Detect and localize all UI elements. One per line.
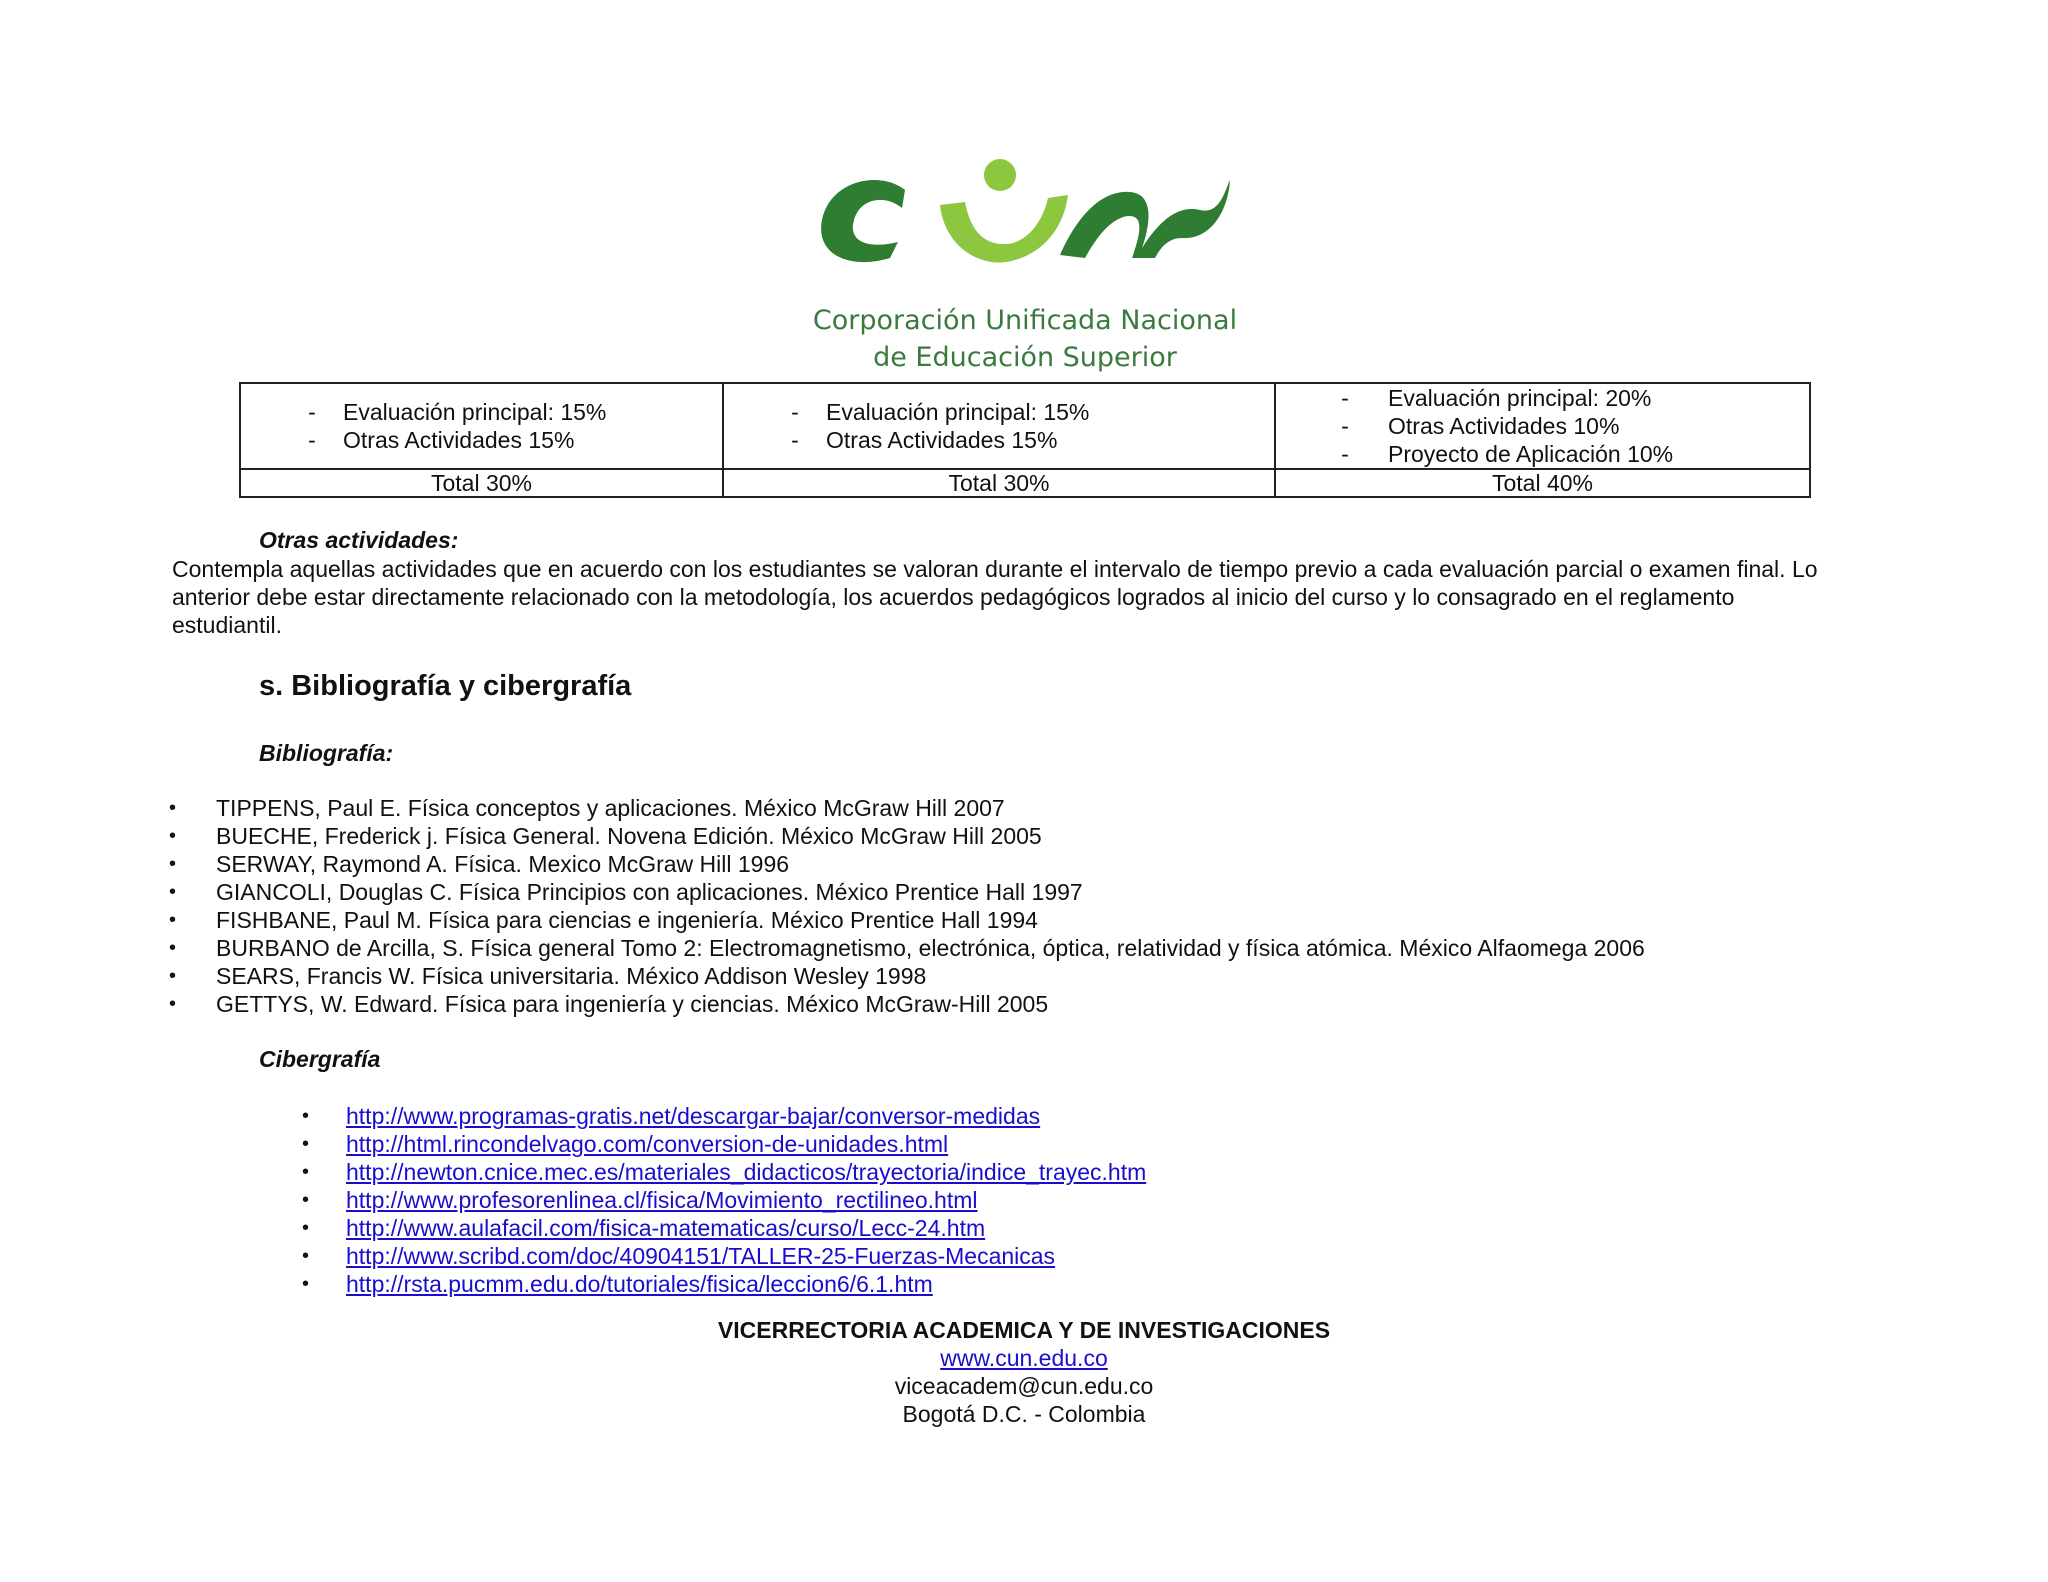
bibliography-entry: SERWAY, Raymond A. Física. Mexico McGraw Hill 1996: [216, 851, 790, 877]
item-text: Evaluación principal: 20%: [1388, 385, 1652, 411]
item-text: Otras Actividades 10%: [1388, 413, 1620, 439]
bullet-marker: •: [169, 881, 177, 903]
bibliography-list: [166, 794, 1645, 1018]
otras-actividades-paragraph: Contempla aquellas actividades que en acuerdo con los estudiantes se valoran durante el intervalo de tiempo previo a cada evaluación parcial o examen final. Lo anterior debe estar directamente relacionado con la metodología, los acuerdos pedagógicos logrados al inicio del curso y lo consagrado en el reglamento estudiantil.: [172, 556, 1818, 638]
cibergraphy-link[interactable]: http://www.profesorenlinea.cl/fisica/Movimiento_rectilineo.html: [346, 1187, 978, 1213]
bullet-marker: •: [169, 797, 177, 819]
total-cell: Total 40%: [1275, 469, 1810, 497]
bibliography-entry: BUECHE, Frederick j. Física General. Novena Edición. México McGraw Hill 2005: [216, 823, 1042, 849]
section-title: s. Bibliografía y cibergrafía: [259, 670, 632, 702]
list-item: [1276, 440, 1809, 468]
footer-title: VICERRECTORIA ACADEMICA Y DE INVESTIGACIONES: [717, 1317, 1331, 1343]
bibliography-entry: GIANCOLI, Douglas C. Física Principios con aplicaciones. México Prentice Hall 1997: [216, 879, 1083, 905]
bullet-marker: •: [169, 937, 177, 959]
table-row-totals: [240, 469, 1810, 497]
cibergraphy-link[interactable]: http://www.programas-gratis.net/descargar-bajar/conversor-medidas: [346, 1103, 1041, 1129]
list-item: [724, 426, 1274, 454]
cun-logo: [810, 150, 1240, 380]
footer-email: viceacadem@cun.edu.co: [894, 1373, 1154, 1399]
item-text: Proyecto de Aplicación 10%: [1388, 441, 1674, 467]
bullet-marker: •: [302, 1245, 310, 1267]
bibliography-entry: TIPPENS, Paul E. Física conceptos y aplicaciones. México McGraw Hill 2007: [216, 795, 1005, 821]
bullet-marker: •: [302, 1217, 310, 1239]
bibliography-entry: BURBANO de Arcilla, S. Física general Tomo 2: Electromagnetismo, electrónica, óptica, relatividad y física atómica. México Alfaomega 2006: [216, 935, 1645, 961]
dash-marker: -: [1341, 413, 1349, 439]
cun-logo-mark: [810, 150, 1240, 300]
bibliography-entry: FISHBANE, Paul M. Física para ciencias e ingeniería. México Prentice Hall 1994: [216, 907, 1038, 933]
item-text: Evaluación principal: 15%: [343, 399, 607, 425]
list-item: [724, 398, 1274, 426]
bibliografia-heading: Bibliografía:: [259, 740, 394, 766]
bullet-marker: •: [169, 993, 177, 1015]
logo-text-line1: Corporación Unificada Nacional: [812, 305, 1238, 336]
list-item: [166, 822, 1645, 850]
grade-distribution-table: [239, 382, 1811, 498]
logo-text-line2: de Educación Superior: [873, 342, 1177, 373]
list-item: [300, 1242, 1146, 1270]
bullet-marker: •: [302, 1273, 310, 1295]
cibergraphy-link[interactable]: http://newton.cnice.mec.es/materiales_didacticos/trayectoria/indice_trayec.htm: [346, 1159, 1147, 1185]
bullet-marker: •: [302, 1133, 310, 1155]
item-text: Otras Actividades 15%: [343, 427, 575, 453]
cibergrafia-heading: Cibergrafía: [259, 1046, 381, 1072]
table-cell: [240, 383, 723, 469]
bibliography-entry: SEARS, Francis W. Física universitaria. México Addison Wesley 1998: [216, 963, 927, 989]
cibergraphy-link[interactable]: http://html.rincondelvago.com/conversion-de-unidades.html: [346, 1131, 949, 1157]
list-item: [300, 1186, 1146, 1214]
total-cell: Total 30%: [240, 469, 723, 497]
list-item: [241, 426, 722, 454]
item-text: Evaluación principal: 15%: [826, 399, 1090, 425]
list-item: [166, 962, 1645, 990]
total-cell: Total 30%: [723, 469, 1275, 497]
bullet-marker: •: [169, 909, 177, 931]
bullet-marker: •: [169, 965, 177, 987]
dash-marker: -: [1341, 385, 1349, 411]
bibliography-entry: GETTYS, W. Edward. Física para ingeniería y ciencias. México McGraw-Hill 2005: [216, 991, 1049, 1017]
list-item: [166, 990, 1645, 1018]
cibergraphy-link[interactable]: http://www.scribd.com/doc/40904151/TALLER-25-Fuerzas-Mecanicas: [346, 1243, 1056, 1269]
dash-marker: -: [791, 399, 799, 425]
page-footer: [0, 1316, 2048, 1428]
cibergraphy-list: [300, 1102, 1146, 1298]
dash-marker: -: [308, 399, 316, 425]
list-item: [166, 850, 1645, 878]
cibergraphy-link[interactable]: http://rsta.pucmm.edu.do/tutoriales/fisica/leccion6/6.1.htm: [346, 1271, 933, 1297]
list-item: [300, 1270, 1146, 1298]
list-item: [166, 878, 1645, 906]
list-item: [300, 1102, 1146, 1130]
list-item: [166, 794, 1645, 822]
list-item: [1276, 412, 1809, 440]
table-cell: [723, 383, 1275, 469]
dash-marker: -: [791, 427, 799, 453]
footer-website-link[interactable]: www.cun.edu.co: [940, 1345, 1108, 1371]
table-row: [240, 383, 1810, 469]
bullet-marker: •: [302, 1189, 310, 1211]
bullet-marker: •: [169, 825, 177, 847]
list-item: [166, 934, 1645, 962]
list-item: [166, 906, 1645, 934]
list-item: [300, 1214, 1146, 1242]
bullet-marker: •: [169, 853, 177, 875]
list-item: [300, 1158, 1146, 1186]
dash-marker: -: [1341, 441, 1349, 467]
otras-actividades-heading: Otras actividades:: [259, 527, 459, 553]
bullet-marker: •: [302, 1105, 310, 1127]
bullet-marker: •: [302, 1161, 310, 1183]
cibergraphy-link[interactable]: http://www.aulafacil.com/fisica-matematicas/curso/Lecc-24.htm: [346, 1215, 986, 1241]
dash-marker: -: [308, 427, 316, 453]
list-item: [1276, 384, 1809, 412]
list-item: [300, 1130, 1146, 1158]
item-text: Otras Actividades 15%: [826, 427, 1058, 453]
table-cell: [1275, 383, 1810, 469]
footer-city: Bogotá D.C. - Colombia: [902, 1401, 1146, 1427]
list-item: [241, 398, 722, 426]
